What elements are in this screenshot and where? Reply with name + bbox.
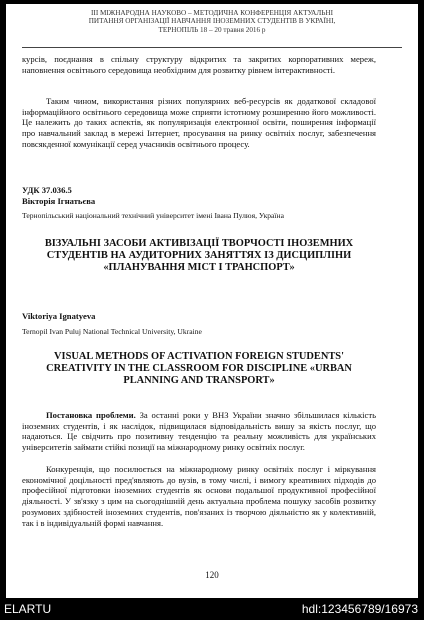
udc-code: УДК 37.036.5 — [22, 185, 72, 195]
document-page — [6, 4, 418, 598]
header-line-3: ТЕРНОПІЛЬ 18 – 20 травня 2016 р — [158, 25, 266, 34]
repository-footer-bar — [0, 598, 424, 620]
author-en: Viktoriya Ignatyeva — [22, 311, 96, 321]
affiliation-en: Ternopil Ivan Puluj National Technical University, Ukraine — [22, 327, 202, 336]
title-ua: ВІЗУАЛЬНІ ЗАСОБИ АКТИВІЗАЦІЇ ТВОРЧОСТІ ІНОЗЕМНИХ СТУДЕНТІВ НА АУДИТОРНИХ ЗАНЯТТЯХ ІЗ ДИСЦИПЛІНИ «ПЛАНУВАННЯ МІСТ І ТРАНСПОРТ» — [44, 238, 354, 273]
header-line-1: III МІЖНАРОДНА НАУКОВО – МЕТОДИЧНА КОНФЕРЕНЦІЯ АКТУАЛЬНІ — [91, 9, 333, 17]
problem-statement-paragraph — [22, 410, 376, 453]
page-number: 120 — [205, 570, 219, 580]
problem-statement-label: Постановка проблеми. — [46, 410, 136, 420]
body-paragraph-2: Таким чином, використання різних популярних веб-ресурсів як додаткової складової інформаційного освітнього середовища може сприяти істотному розширенню його можливості. Це належить до таких аспектів, як популяризація електронної освіти, поширення інформації про навчальний заклад в мережі Інтернет, просування на ринку освітніх послуг, забезпечення повсякденної комунікації серед учасників освітнього процесу. — [22, 96, 376, 149]
body-paragraph-1: курсів, поєднання в спільну структуру відкритих та закритих корпоративних мереж, наповнення освітнього середовища необхідним для розвитку рівнем інтерактивності. — [22, 54, 376, 75]
competition-paragraph: Конкуренція, що посилюється на міжнародному ринку освітніх послуг і міркування економічної доцільності пред'являють до вузів, в тому числі, і вимогу креативних підходів до професійної підготовки іноземних студентів як основи подальшої продуктивної професійної діяльності. У зв'язку з цим на сьогоднішній день актуальна проблема пошуку засобів розвитку розумових здібностей іноземних студентів, пов'язаних із творчою діяльністю як у колективній, так і в індивідуальній формі навчання. — [22, 464, 376, 528]
affiliation-ua: Тернопільський національний технічний університет імені Івана Пулюя, Україна — [22, 211, 284, 220]
conference-header — [6, 9, 418, 34]
repository-name: ELARTU — [4, 602, 52, 616]
handle-identifier[interactable]: hdl:123456789/16973 — [301, 602, 418, 616]
author-ua: Вікторія Ігнатьєва — [22, 196, 96, 206]
title-en: VISUAL METHODS OF ACTIVATION FOREIGN STUDENTS' CREATIVITY IN THE CLASSROOM FOR DISCIPLINE «URBAN PLANNING AND TRANSPORT» — [46, 351, 352, 386]
header-line-2: ПИТАННЯ ОРГАНІЗАЦІЇ НАВЧАННЯ ІНОЗЕМНИХ СТУДЕНТІВ В УКРАЇНІ, — [88, 17, 336, 26]
header-rule — [22, 47, 402, 48]
problem-statement-text: За останні роки у ВНЗ України значно збільшилася кількість іноземних студентів, і як наслідок, підвищилася відповідальність вишу за якість послуг, що надаються. Це свідчить про позитивну тенденцію та реальну можливість для українських університетів займати стійкі позиції на міжнародному ринку освітніх послуг. — [22, 410, 376, 453]
